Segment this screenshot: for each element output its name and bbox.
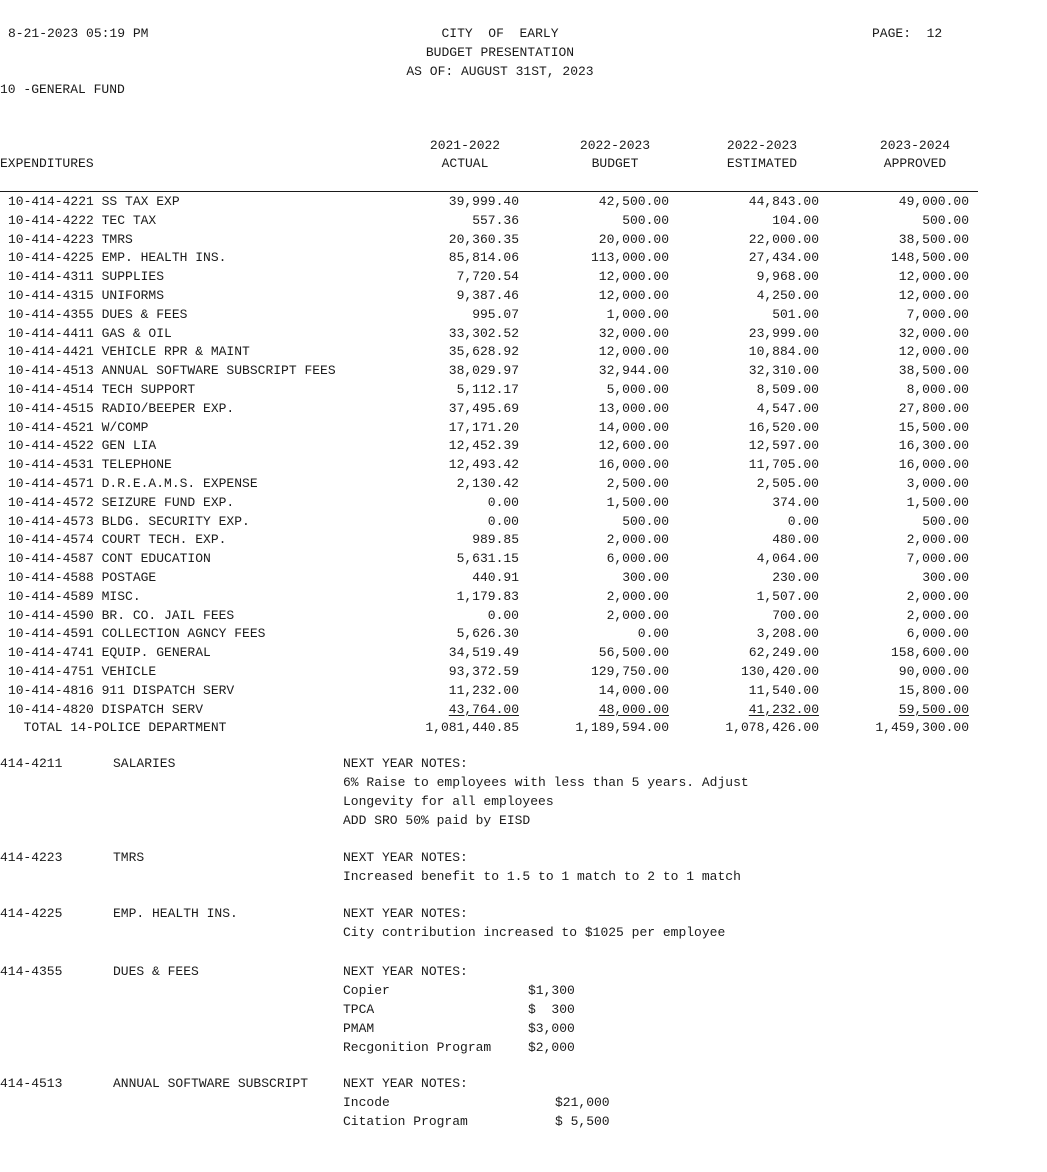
row-actual-value: 0.00 [487, 513, 519, 529]
report-as-of: AS OF: AUGUST 31ST, 2023 [406, 64, 594, 79]
table-row [0, 588, 1047, 607]
row-account-label: 10-414-4571 D.R.E.A.M.S. EXPENSE [8, 475, 258, 491]
row-account-label: 10-414-4222 TEC TAX [8, 212, 157, 228]
note-item [343, 1094, 610, 1113]
row-actual-value: 0.00 [487, 607, 519, 623]
table-row [0, 193, 1047, 212]
row-account-label: 10-414-4514 TECH SUPPORT [8, 381, 196, 397]
row-estimated-value: 9,968.00 [756, 269, 819, 285]
table-row [0, 531, 1047, 550]
row-budget-value: 12,000.00 [598, 344, 669, 360]
row-approved-value: 12,000.00 [898, 344, 969, 360]
row-budget-value: 0.00 [637, 626, 669, 642]
row-account-label: 10-414-4816 911 DISPATCH SERV [8, 682, 235, 698]
row-actual-value: 12,452.39 [448, 438, 519, 454]
row-account-label: 10-414-4315 UNIFORMS [8, 287, 165, 303]
row-account-label: 10-414-4590 BR. CO. JAIL FEES [8, 607, 235, 623]
row-actual-value: 43,764.00 [448, 701, 519, 717]
row-approved-value: 7,000.00 [906, 306, 969, 322]
column-header-approved: APPROVED [883, 156, 947, 171]
row-approved-value: 32,000.00 [898, 325, 969, 341]
note-item-label: TPCA [343, 1002, 375, 1017]
row-actual-value: 39,999.40 [448, 194, 519, 209]
note-account-code: 414-4223 [0, 850, 63, 865]
note-line: Increased benefit to 1.5 to 1 match to 2 to 1 match [343, 869, 741, 884]
column-header-budget: BUDGET [591, 156, 639, 171]
note-heading: NEXT YEAR NOTES: [343, 906, 468, 921]
total-approved: 1,459,300.00 [875, 720, 969, 736]
table-row [0, 494, 1047, 513]
note-block [0, 963, 1047, 1075]
row-actual-value: 12,493.42 [448, 457, 519, 473]
row-account-label: 10-414-4741 EQUIP. GENERAL [8, 645, 211, 661]
row-approved-value: 2,000.00 [906, 588, 969, 604]
table-row [0, 701, 1047, 720]
note-item-label: PMAM [343, 1021, 375, 1036]
row-account-label: 10-414-4589 MISC. [8, 588, 141, 604]
row-budget-value: 12,000.00 [598, 287, 669, 303]
total-budget: 1,189,594.00 [575, 720, 669, 736]
note-body [343, 849, 741, 887]
row-estimated-value: 700.00 [772, 607, 819, 623]
row-approved-value: 148,500.00 [890, 250, 969, 266]
note-account-code: 414-4513 [0, 1076, 63, 1091]
row-account-label: 10-414-4573 BLDG. SECURITY EXP. [8, 513, 250, 529]
row-approved-value: 15,500.00 [898, 419, 969, 435]
table-row [0, 456, 1047, 475]
note-item-label: Incode [343, 1095, 390, 1110]
row-estimated-value: 27,434.00 [748, 250, 819, 266]
note-block [0, 1075, 1047, 1135]
row-budget-value: 1,500.00 [606, 494, 669, 510]
note-item-label: Citation Program [343, 1114, 468, 1129]
row-actual-value: 17,171.20 [448, 419, 519, 435]
row-budget-value: 500.00 [622, 513, 669, 529]
row-account-label: 10-414-4820 DISPATCH SERV [8, 701, 204, 717]
row-account-label: 10-414-4221 SS TAX EXP [8, 194, 180, 209]
note-line: ADD SRO 50% paid by EISD [343, 813, 531, 828]
row-approved-value: 38,500.00 [898, 231, 969, 247]
note-account-name: DUES & FEES [113, 964, 199, 979]
row-actual-value: 5,631.15 [456, 551, 519, 567]
total-actual: 1,081,440.85 [425, 720, 519, 736]
fund-name: 10 -GENERAL FUND [0, 82, 125, 97]
row-budget-value: 129,750.00 [590, 663, 669, 679]
row-budget-value: 32,944.00 [598, 363, 669, 379]
row-approved-value: 6,000.00 [906, 626, 969, 642]
row-actual-value: 5,626.30 [456, 626, 519, 642]
table-row [0, 550, 1047, 569]
row-estimated-value: 3,208.00 [756, 626, 819, 642]
row-actual-value: 34,519.49 [448, 645, 519, 661]
row-budget-value: 48,000.00 [598, 701, 669, 717]
row-budget-value: 20,000.00 [598, 231, 669, 247]
row-budget-value: 300.00 [622, 569, 669, 585]
table-row [0, 381, 1047, 400]
note-item [343, 1001, 575, 1020]
row-approved-value: 2,000.00 [906, 532, 969, 548]
row-actual-value: 440.91 [472, 569, 519, 585]
note-body [343, 755, 749, 831]
row-budget-value: 56,500.00 [598, 645, 669, 661]
note-item [343, 1020, 575, 1039]
report-title: BUDGET PRESENTATION [425, 45, 575, 60]
row-account-label: 10-414-4223 TMRS [8, 231, 133, 247]
row-actual-value: 38,029.97 [448, 363, 519, 379]
row-estimated-value: 11,540.00 [748, 682, 819, 698]
column-header-estimated: ESTIMATED [726, 156, 798, 171]
row-actual-value: 37,495.69 [448, 400, 519, 416]
table-row [0, 569, 1047, 588]
note-account-name: EMP. HEALTH INS. [113, 906, 238, 921]
row-budget-value: 12,600.00 [598, 438, 669, 454]
row-estimated-value: 4,547.00 [756, 400, 819, 416]
row-estimated-value: 32,310.00 [748, 363, 819, 379]
row-budget-value: 5,000.00 [606, 381, 669, 397]
row-approved-value: 15,800.00 [898, 682, 969, 698]
row-account-label: 10-414-4572 SEIZURE FUND EXP. [8, 494, 235, 510]
table-row [0, 400, 1047, 419]
note-item-amount: $1,300 [528, 983, 575, 998]
row-approved-value: 16,000.00 [898, 457, 969, 473]
row-estimated-value: 501.00 [772, 306, 819, 322]
table-row [0, 644, 1047, 663]
row-account-label: 10-414-4421 VEHICLE RPR & MAINT [8, 344, 250, 360]
note-item [343, 982, 575, 1001]
table-row [0, 325, 1047, 344]
row-account-label: 10-414-4587 CONT EDUCATION [8, 551, 211, 567]
note-item [343, 1039, 575, 1058]
row-estimated-value: 41,232.00 [748, 701, 819, 717]
header-rule [0, 191, 978, 192]
row-approved-value: 158,600.00 [890, 645, 969, 661]
note-heading: NEXT YEAR NOTES: [343, 964, 468, 979]
row-account-label: 10-414-4574 COURT TECH. EXP. [8, 532, 227, 548]
note-account-code: 414-4225 [0, 906, 63, 921]
row-approved-value: 90,000.00 [898, 663, 969, 679]
note-account-name: SALARIES [113, 756, 176, 771]
row-estimated-value: 130,420.00 [740, 663, 819, 679]
row-actual-value: 2,130.42 [456, 475, 519, 491]
row-account-label: 10-414-4522 GEN LIA [8, 438, 157, 454]
row-approved-value: 49,000.00 [898, 194, 969, 209]
row-account-label: 10-414-4591 COLLECTION AGNCY FEES [8, 626, 266, 642]
row-estimated-value: 4,250.00 [756, 287, 819, 303]
row-actual-value: 20,360.35 [448, 231, 519, 247]
row-estimated-value: 11,705.00 [748, 457, 819, 473]
note-account-name: ANNUAL SOFTWARE SUBSCRIPT [113, 1076, 309, 1091]
note-body [343, 963, 575, 1058]
expenditures-table [0, 193, 1047, 738]
row-estimated-value: 16,520.00 [748, 419, 819, 435]
row-budget-value: 2,500.00 [606, 475, 669, 491]
table-row [0, 249, 1047, 268]
total-label: TOTAL 14-POLICE DEPARTMENT [8, 720, 227, 736]
row-estimated-value: 44,843.00 [748, 194, 819, 209]
table-row [0, 362, 1047, 381]
row-estimated-value: 1,507.00 [756, 588, 819, 604]
row-estimated-value: 2,505.00 [756, 475, 819, 491]
table-row [0, 287, 1047, 306]
row-actual-value: 989.85 [472, 532, 519, 548]
row-budget-value: 2,000.00 [606, 588, 669, 604]
row-account-label: 10-414-4515 RADIO/BEEPER EXP. [8, 400, 235, 416]
row-approved-value: 27,800.00 [898, 400, 969, 416]
note-account-code: 414-4355 [0, 964, 63, 979]
row-estimated-value: 480.00 [772, 532, 819, 548]
row-account-label: 10-414-4588 POSTAGE [8, 569, 157, 585]
note-item-label: Recgonition Program [343, 1040, 492, 1055]
row-actual-value: 5,112.17 [456, 381, 519, 397]
row-budget-value: 42,500.00 [598, 194, 669, 209]
note-line: Longevity for all employees [343, 794, 554, 809]
column-header-expenditures: EXPENDITURES [0, 156, 94, 171]
table-row [0, 682, 1047, 701]
row-estimated-value: 230.00 [772, 569, 819, 585]
row-actual-value: 7,720.54 [456, 269, 519, 285]
row-budget-value: 6,000.00 [606, 551, 669, 567]
note-block [0, 905, 1047, 963]
note-block [0, 755, 1047, 849]
note-body [343, 1075, 610, 1132]
table-row [0, 268, 1047, 287]
note-line: 6% Raise to employees with less than 5 years. Adjust [343, 775, 749, 790]
note-account-code: 414-4211 [0, 756, 63, 771]
row-approved-value: 12,000.00 [898, 269, 969, 285]
row-estimated-value: 10,884.00 [748, 344, 819, 360]
row-account-label: 10-414-4355 DUES & FEES [8, 306, 188, 322]
row-actual-value: 33,302.52 [448, 325, 519, 341]
row-actual-value: 995.07 [472, 306, 519, 322]
row-account-label: 10-414-4521 W/COMP [8, 419, 149, 435]
row-actual-value: 35,628.92 [448, 344, 519, 360]
note-body [343, 905, 725, 943]
table-row [0, 607, 1047, 626]
row-estimated-value: 374.00 [772, 494, 819, 510]
table-row [0, 513, 1047, 532]
row-estimated-value: 8,509.00 [756, 381, 819, 397]
row-account-label: 10-414-4513 ANNUAL SOFTWARE SUBSCRIPT FEES [8, 363, 336, 379]
row-estimated-value: 22,000.00 [748, 231, 819, 247]
row-account-label: 10-414-4531 TELEPHONE [8, 457, 172, 473]
note-item-label: Copier [343, 983, 390, 998]
note-line: City contribution increased to $1025 per employee [343, 925, 726, 940]
note-account-name: TMRS [113, 850, 145, 865]
row-account-label: 10-414-4411 GAS & OIL [8, 325, 172, 341]
note-item-amount: $3,000 [528, 1021, 575, 1036]
note-item-amount: $2,000 [528, 1040, 575, 1055]
row-estimated-value: 4,064.00 [756, 551, 819, 567]
row-approved-value: 500.00 [922, 513, 969, 529]
row-approved-value: 12,000.00 [898, 287, 969, 303]
note-heading: NEXT YEAR NOTES: [343, 850, 468, 865]
row-approved-value: 16,300.00 [898, 438, 969, 454]
table-row [0, 343, 1047, 362]
row-actual-value: 1,179.83 [456, 588, 519, 604]
row-estimated-value: 62,249.00 [748, 645, 819, 661]
column-header-budget-year: 2022-2023 [579, 138, 651, 153]
row-budget-value: 2,000.00 [606, 607, 669, 623]
table-row [0, 419, 1047, 438]
row-approved-value: 500.00 [922, 212, 969, 228]
row-approved-value: 3,000.00 [906, 475, 969, 491]
table-row [0, 475, 1047, 494]
column-header-estimated-year: 2022-2023 [726, 138, 798, 153]
note-item-amount: $21,000 [555, 1095, 610, 1110]
row-estimated-value: 0.00 [787, 513, 819, 529]
row-approved-value: 7,000.00 [906, 551, 969, 567]
table-row [0, 437, 1047, 456]
row-budget-value: 500.00 [622, 212, 669, 228]
city-name: CITY OF EARLY [441, 26, 559, 41]
row-actual-value: 9,387.46 [456, 287, 519, 303]
row-approved-value: 300.00 [922, 569, 969, 585]
note-item-amount: $ 300 [528, 1002, 575, 1017]
row-budget-value: 16,000.00 [598, 457, 669, 473]
row-estimated-value: 104.00 [772, 212, 819, 228]
note-item-amount: $ 5,500 [555, 1114, 610, 1129]
row-actual-value: 93,372.59 [448, 663, 519, 679]
page-number: PAGE: 12 [872, 26, 943, 41]
row-actual-value: 11,232.00 [448, 682, 519, 698]
row-account-label: 10-414-4751 VEHICLE [8, 663, 157, 679]
row-actual-value: 557.36 [472, 212, 519, 228]
row-actual-value: 85,814.06 [448, 250, 519, 266]
row-budget-value: 2,000.00 [606, 532, 669, 548]
note-heading: NEXT YEAR NOTES: [343, 756, 468, 771]
row-account-label: 10-414-4225 EMP. HEALTH INS. [8, 250, 227, 266]
row-budget-value: 14,000.00 [598, 682, 669, 698]
note-heading: NEXT YEAR NOTES: [343, 1076, 468, 1091]
next-year-notes [0, 755, 1047, 1135]
row-approved-value: 2,000.00 [906, 607, 969, 623]
note-item [343, 1113, 610, 1132]
row-estimated-value: 23,999.00 [748, 325, 819, 341]
column-header-actual-year: 2021-2022 [429, 138, 501, 153]
row-approved-value: 8,000.00 [906, 381, 969, 397]
row-approved-value: 38,500.00 [898, 363, 969, 379]
row-budget-value: 12,000.00 [598, 269, 669, 285]
row-budget-value: 13,000.00 [598, 400, 669, 416]
row-estimated-value: 12,597.00 [748, 438, 819, 454]
note-block [0, 849, 1047, 905]
table-row [0, 231, 1047, 250]
column-header-approved-year: 2023-2024 [879, 138, 951, 153]
row-approved-value: 1,500.00 [906, 494, 969, 510]
table-row [0, 625, 1047, 644]
row-budget-value: 32,000.00 [598, 325, 669, 341]
table-row [0, 663, 1047, 682]
row-budget-value: 14,000.00 [598, 419, 669, 435]
row-budget-value: 113,000.00 [590, 250, 669, 266]
report-datetime: 8-21-2023 05:19 PM [8, 26, 149, 41]
total-row [0, 719, 1047, 738]
row-budget-value: 1,000.00 [606, 306, 669, 322]
row-actual-value: 0.00 [487, 494, 519, 510]
row-account-label: 10-414-4311 SUPPLIES [8, 269, 165, 285]
row-approved-value: 59,500.00 [898, 701, 969, 717]
column-header-actual: ACTUAL [441, 156, 489, 171]
table-row [0, 306, 1047, 325]
total-estimated: 1,078,426.00 [725, 720, 819, 736]
table-row [0, 212, 1047, 231]
